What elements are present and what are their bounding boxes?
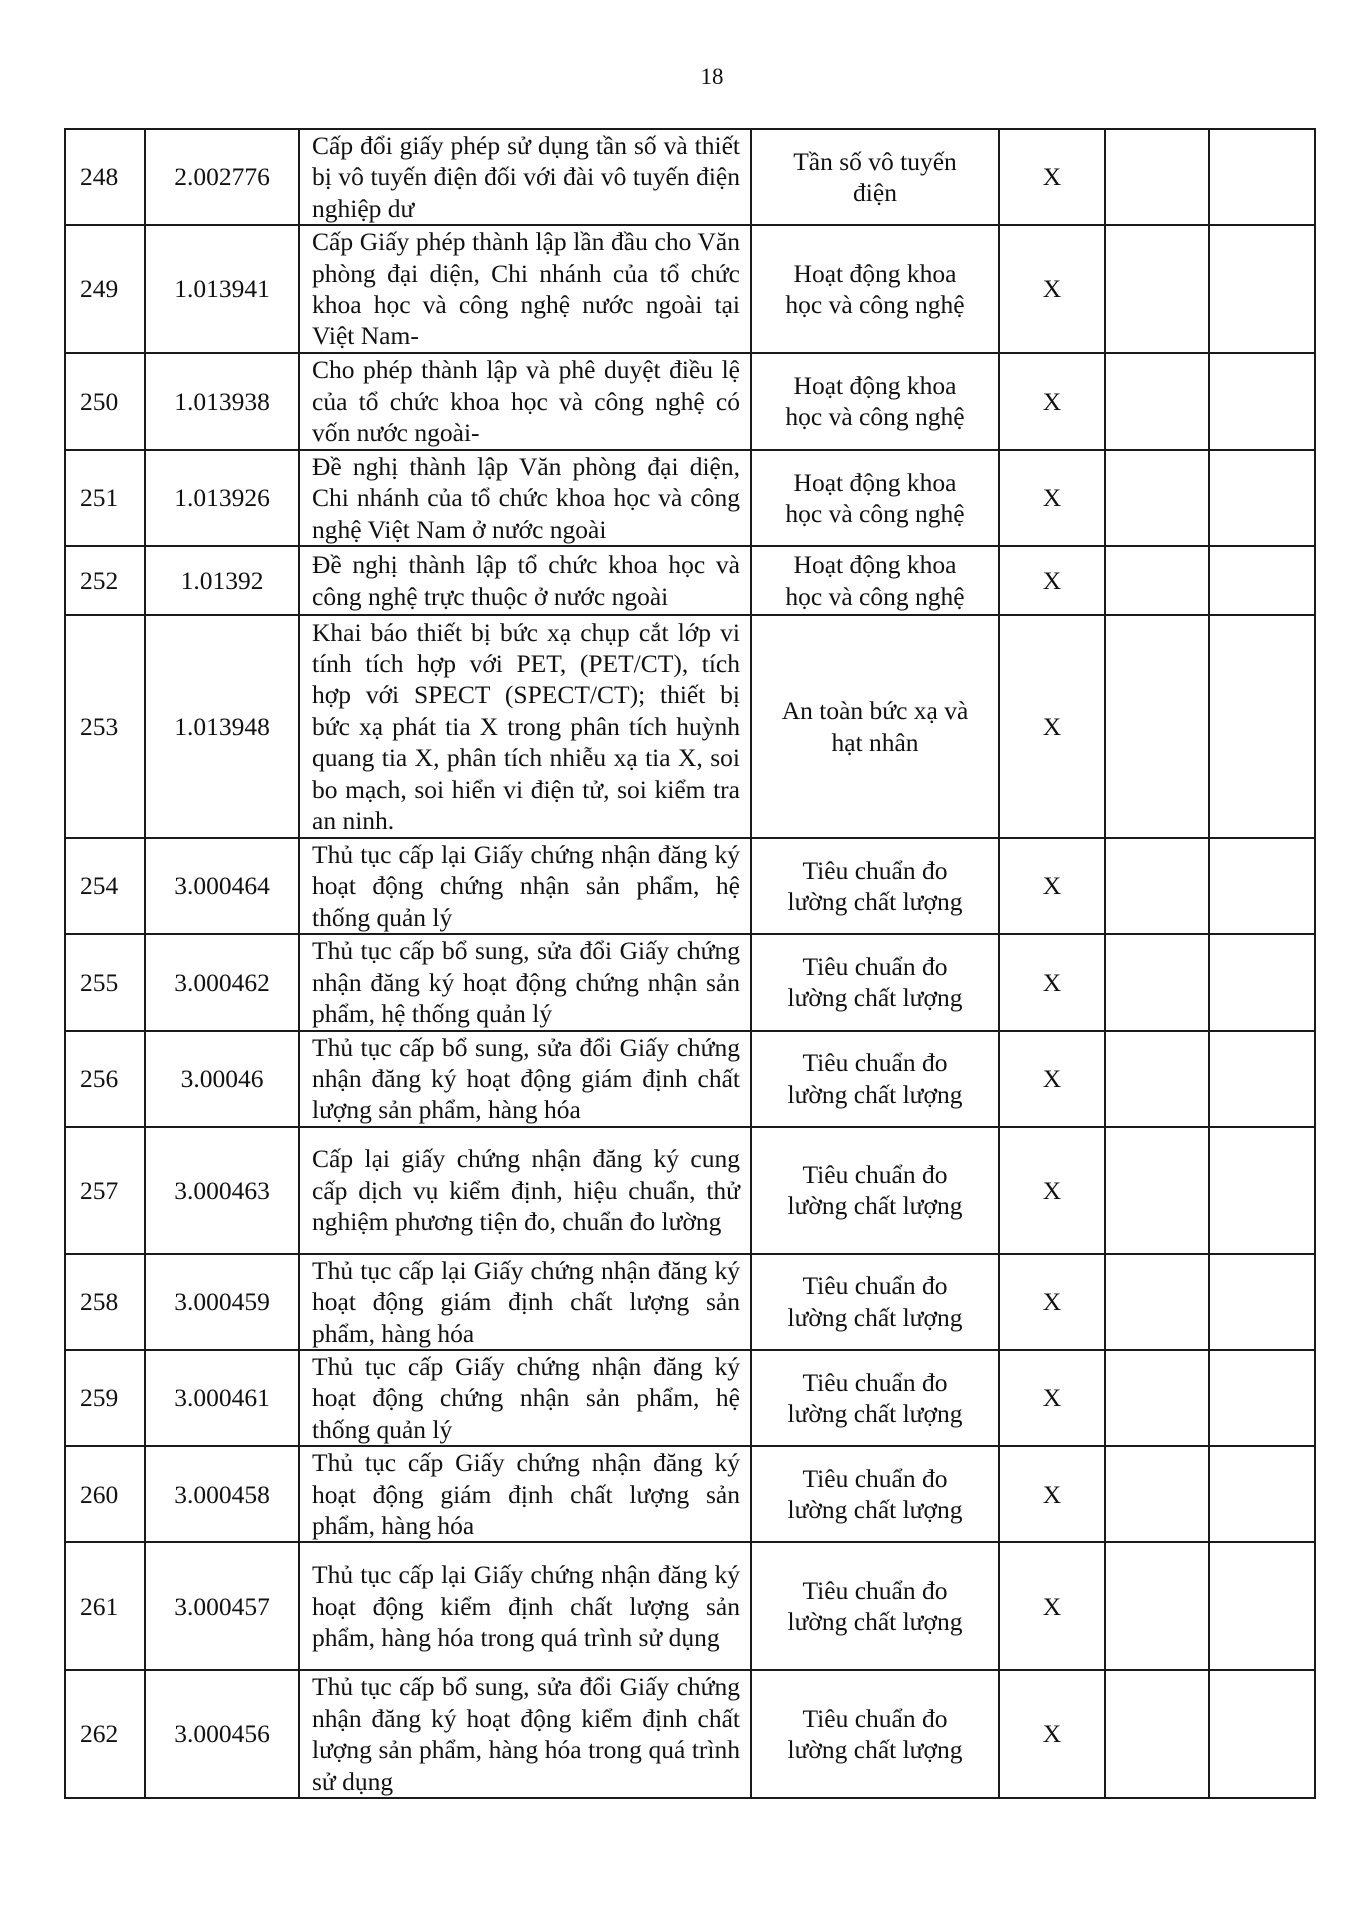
procedure-name — [299, 1254, 751, 1350]
procedure-name-text: Thủ tục cấp lại Giấy chứng nhận đăng ký hoạt động chứng nhận sản phẩm, hệ thống quản lý — [312, 840, 740, 932]
procedure-field: Tiêu chuẩn đo lường chất lượng — [751, 1670, 999, 1798]
empty-cell-6 — [1105, 1127, 1209, 1254]
empty-cell-7 — [1209, 1670, 1315, 1798]
procedure-code: 3.000459 — [145, 1254, 299, 1350]
procedure-name-text: Thủ tục cấp lại Giấy chứng nhận đăng ký hoạt động giám định chất lượng sản phẩm, hàng hóa — [312, 1255, 740, 1348]
row-number: 258 — [65, 1254, 145, 1350]
mark-cell: X — [999, 1127, 1105, 1254]
empty-cell-7 — [1209, 1254, 1315, 1350]
procedure-field: Tiêu chuẩn đo lường chất lượng — [751, 1542, 999, 1670]
empty-cell-6 — [1105, 129, 1209, 225]
empty-cell-7 — [1209, 1350, 1315, 1446]
procedure-code: 1.013938 — [145, 353, 299, 450]
procedure-code: 3.00046 — [145, 1031, 299, 1127]
empty-cell-6 — [1105, 1254, 1209, 1350]
procedure-name — [299, 353, 751, 450]
mark-cell: X — [999, 1254, 1105, 1350]
mark-cell: X — [999, 450, 1105, 546]
procedure-field: Tiêu chuẩn đo lường chất lượng — [751, 934, 999, 1030]
procedure-code: 3.000461 — [145, 1350, 299, 1446]
procedure-code: 3.000463 — [145, 1127, 299, 1254]
empty-cell-7 — [1209, 129, 1315, 225]
mark-cell: X — [999, 225, 1105, 353]
procedure-name-text: Thủ tục cấp Giấy chứng nhận đăng ký hoạt động chứng nhận sản phẩm, hệ thống quản lý — [312, 1351, 740, 1444]
procedure-name — [299, 546, 751, 615]
empty-cell-6 — [1105, 838, 1209, 934]
procedure-field: Tiêu chuẩn đo lường chất lượng — [751, 1350, 999, 1446]
row-number: 255 — [65, 934, 145, 1030]
empty-cell-6 — [1105, 1446, 1209, 1542]
table-row — [65, 615, 1315, 838]
procedure-name-text: Thủ tục cấp bổ sung, sửa đổi Giấy chứng nhận đăng ký hoạt động giám định chất lượng sản phẩm, hàng hóa — [312, 1032, 740, 1125]
mark-cell: X — [999, 353, 1105, 450]
procedure-name — [299, 615, 751, 838]
procedure-name — [299, 1350, 751, 1446]
procedure-name-text: Cấp đổi giấy phép sử dụng tần số và thiết bị vô tuyến điện đối với đài vô tuyến điện nghiệp dư — [312, 131, 740, 223]
procedure-field: Tần số vô tuyến điện — [751, 129, 999, 225]
procedure-name — [299, 1670, 751, 1798]
empty-cell-6 — [1105, 934, 1209, 1030]
empty-cell-7 — [1209, 450, 1315, 546]
empty-cell-7 — [1209, 1446, 1315, 1542]
table-row — [65, 1542, 1315, 1670]
empty-cell-7 — [1209, 225, 1315, 353]
procedure-name-text: Cấp Giấy phép thành lập lần đầu cho Văn phòng đại diện, Chi nhánh của tổ chức khoa học và công nghệ nước ngoài tại Việt Nam- — [312, 227, 740, 351]
procedure-code: 1.01392 — [145, 546, 299, 615]
row-number: 249 — [65, 225, 145, 353]
procedure-code: 1.013948 — [145, 615, 299, 838]
row-number: 251 — [65, 450, 145, 546]
procedures-table — [64, 128, 1316, 1799]
procedure-name-text: Thủ tục cấp lại Giấy chứng nhận đăng ký hoạt động kiểm định chất lượng sản phẩm, hàng hóa trong quá trình sử dụng — [312, 1560, 740, 1653]
row-number: 260 — [65, 1446, 145, 1542]
mark-cell: X — [999, 546, 1105, 615]
procedure-code: 1.013926 — [145, 450, 299, 546]
procedure-name — [299, 225, 751, 353]
row-number: 248 — [65, 129, 145, 225]
procedure-name-text: Thủ tục cấp bổ sung, sửa đổi Giấy chứng nhận đăng ký hoạt động kiểm định chất lượng sản phẩm, hàng hóa trong quá trình sử dụng — [312, 1672, 740, 1796]
row-number: 250 — [65, 353, 145, 450]
procedure-name-text: Cấp lại giấy chứng nhận đăng ký cung cấp dịch vụ kiểm định, hiệu chuẩn, thử nghiệm phương tiện đo, chuẩn đo lường — [312, 1144, 740, 1236]
mark-cell: X — [999, 1670, 1105, 1798]
procedure-name-text: Khai báo thiết bị bức xạ chụp cắt lớp vi tính tích hợp với PET, (PET/CT), tích hợp với SPECT (SPECT/CT); thiết bị bức xạ phát tia X trong phân tích huỳnh quang tia X, phân tích nhiễu xạ tia X, soi bo mạch, soi hiển vi điện tử, soi kiểm tra an ninh. — [312, 617, 740, 836]
empty-cell-7 — [1209, 615, 1315, 838]
procedure-field: Tiêu chuẩn đo lường chất lượng — [751, 1254, 999, 1350]
table-row — [65, 1670, 1315, 1798]
procedure-name — [299, 1542, 751, 1670]
table-row — [65, 1446, 1315, 1542]
procedure-code: 3.000464 — [145, 838, 299, 934]
table-row — [65, 1254, 1315, 1350]
procedure-name — [299, 934, 751, 1030]
procedure-name-text: Đề nghị thành lập Văn phòng đại diện, Chi nhánh của tổ chức khoa học và công nghệ Việt Nam ở nước ngoài — [312, 451, 740, 544]
table-row — [65, 1127, 1315, 1254]
procedure-name-text: Thủ tục cấp Giấy chứng nhận đăng ký hoạt động giám định chất lượng sản phẩm, hàng hóa — [312, 1448, 740, 1540]
empty-cell-6 — [1105, 450, 1209, 546]
table-row — [65, 1031, 1315, 1127]
table-row — [65, 838, 1315, 934]
empty-cell-6 — [1105, 353, 1209, 450]
empty-cell-6 — [1105, 1670, 1209, 1798]
table-row — [65, 225, 1315, 353]
procedure-code: 3.000457 — [145, 1542, 299, 1670]
empty-cell-7 — [1209, 1031, 1315, 1127]
procedure-field: Tiêu chuẩn đo lường chất lượng — [751, 1127, 999, 1254]
procedure-field: Hoạt động khoa học và công nghệ — [751, 450, 999, 546]
page-number: 18 — [700, 64, 724, 89]
mark-cell: X — [999, 838, 1105, 934]
empty-cell-7 — [1209, 1127, 1315, 1254]
row-number: 254 — [65, 838, 145, 934]
row-number: 261 — [65, 1542, 145, 1670]
procedure-name-text: Thủ tục cấp bổ sung, sửa đổi Giấy chứng nhận đăng ký hoạt động chứng nhận sản phẩm, hệ thống quản lý — [312, 936, 740, 1029]
procedure-code: 1.013941 — [145, 225, 299, 353]
empty-cell-6 — [1105, 1031, 1209, 1127]
procedure-code: 3.000458 — [145, 1446, 299, 1542]
table-row — [65, 353, 1315, 450]
empty-cell-7 — [1209, 546, 1315, 615]
procedure-code: 3.000456 — [145, 1670, 299, 1798]
mark-cell: X — [999, 1446, 1105, 1542]
procedure-name-text: Cho phép thành lập và phê duyệt điều lệ của tổ chức khoa học và công nghệ có vốn nước ngoài- — [312, 355, 740, 448]
table-row — [65, 934, 1315, 1030]
procedure-name — [299, 1031, 751, 1127]
procedure-code: 2.002776 — [145, 129, 299, 225]
table-row — [65, 129, 1315, 225]
row-number: 256 — [65, 1031, 145, 1127]
procedure-name — [299, 129, 751, 225]
procedure-name — [299, 838, 751, 934]
empty-cell-7 — [1209, 838, 1315, 934]
table-row — [65, 1350, 1315, 1446]
empty-cell-6 — [1105, 546, 1209, 615]
mark-cell: X — [999, 1031, 1105, 1127]
row-number: 257 — [65, 1127, 145, 1254]
procedure-field: Hoạt động khoa học và công nghệ — [751, 546, 999, 615]
procedure-field: Tiêu chuẩn đo lường chất lượng — [751, 1446, 999, 1542]
empty-cell-6 — [1105, 1542, 1209, 1670]
empty-cell-6 — [1105, 615, 1209, 838]
empty-cell-6 — [1105, 225, 1209, 353]
procedure-name — [299, 450, 751, 546]
row-number: 259 — [65, 1350, 145, 1446]
procedure-field: Hoạt động khoa học và công nghệ — [751, 353, 999, 450]
mark-cell: X — [999, 934, 1105, 1030]
mark-cell: X — [999, 129, 1105, 225]
empty-cell-6 — [1105, 1350, 1209, 1446]
mark-cell: X — [999, 615, 1105, 838]
procedure-field: An toàn bức xạ và hạt nhân — [751, 615, 999, 838]
procedure-name — [299, 1446, 751, 1542]
row-number: 262 — [65, 1670, 145, 1798]
procedure-name — [299, 1127, 751, 1254]
table-row — [65, 546, 1315, 615]
row-number: 253 — [65, 615, 145, 838]
procedure-field: Hoạt động khoa học và công nghệ — [751, 225, 999, 353]
mark-cell: X — [999, 1542, 1105, 1670]
row-number: 252 — [65, 546, 145, 615]
procedure-code: 3.000462 — [145, 934, 299, 1030]
mark-cell: X — [999, 1350, 1105, 1446]
procedure-field: Tiêu chuẩn đo lường chất lượng — [751, 838, 999, 934]
empty-cell-7 — [1209, 353, 1315, 450]
empty-cell-7 — [1209, 1542, 1315, 1670]
procedure-field: Tiêu chuẩn đo lường chất lượng — [751, 1031, 999, 1127]
empty-cell-7 — [1209, 934, 1315, 1030]
table-row — [65, 450, 1315, 546]
procedure-name-text: Đề nghị thành lập tổ chức khoa học và công nghệ trực thuộc ở nước ngoài — [312, 550, 740, 611]
table-body — [65, 129, 1315, 1798]
